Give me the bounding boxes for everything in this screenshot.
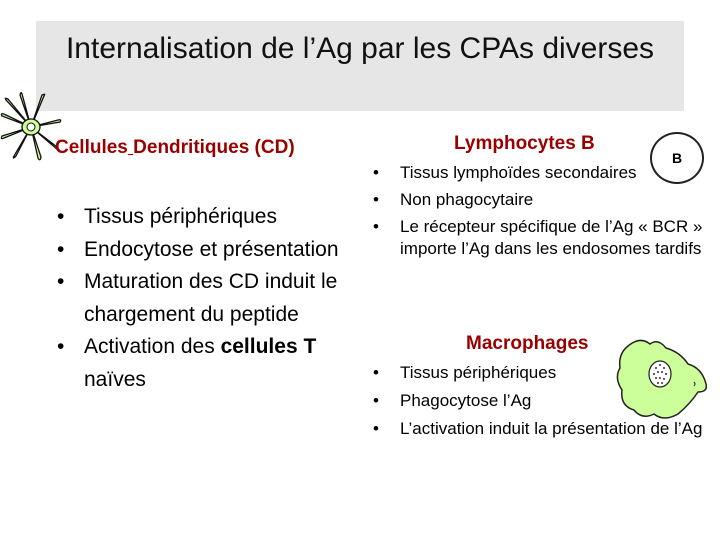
lymphocytes-b-bullet: • Tissus lymphoïdes secondaires (373, 162, 703, 184)
dendritic-bullet: • Endocytose et présentation (57, 234, 357, 267)
macrophages-heading: Macrophages (466, 333, 589, 354)
macrophages-bullet: • Tissus périphériques (373, 362, 703, 384)
dendritic-bullet4-text: Activation des (84, 335, 221, 358)
macrophages-bullet: • Phagocytose l’Ag (373, 390, 703, 412)
lymphocytes-b-bullet: • Le récepteur spécifique de l’Ag « BCR » importe l’Ag dans les endosomes tardifs (373, 216, 703, 260)
dendritic-bullet: • Maturation des CD induit le chargement du peptide (57, 266, 357, 331)
macrophages-bullet-list (373, 362, 703, 446)
dendritic-bullet (57, 331, 357, 396)
dendritic-bullet: • Tissus périphériques (57, 201, 357, 234)
dendritic-heading (55, 137, 295, 159)
lymphocytes-b-bullet: • Non phagocytaire (373, 189, 703, 211)
dendritic-bullet-list (57, 201, 357, 396)
dendritic-heading-prefix: Cellules (55, 137, 128, 158)
dendritic-cell-icon (0, 92, 62, 162)
macrophages-bullet: • L’activation induit la présentation de l’Ag (373, 418, 703, 440)
slide-title: Internalisation de l’Ag par les CPAs diverses (65, 32, 655, 65)
lymphocytes-b-heading: Lymphocytes B (454, 133, 595, 154)
lymphocytes-b-bullet-list (373, 162, 703, 265)
b-cell-label: B (672, 150, 683, 166)
dendritic-heading-rest: Dendritiques (CD) (133, 137, 295, 158)
dendritic-bullet4-tail: naïves (84, 367, 146, 391)
dendritic-bullet4-bold: cellules T (220, 335, 317, 358)
